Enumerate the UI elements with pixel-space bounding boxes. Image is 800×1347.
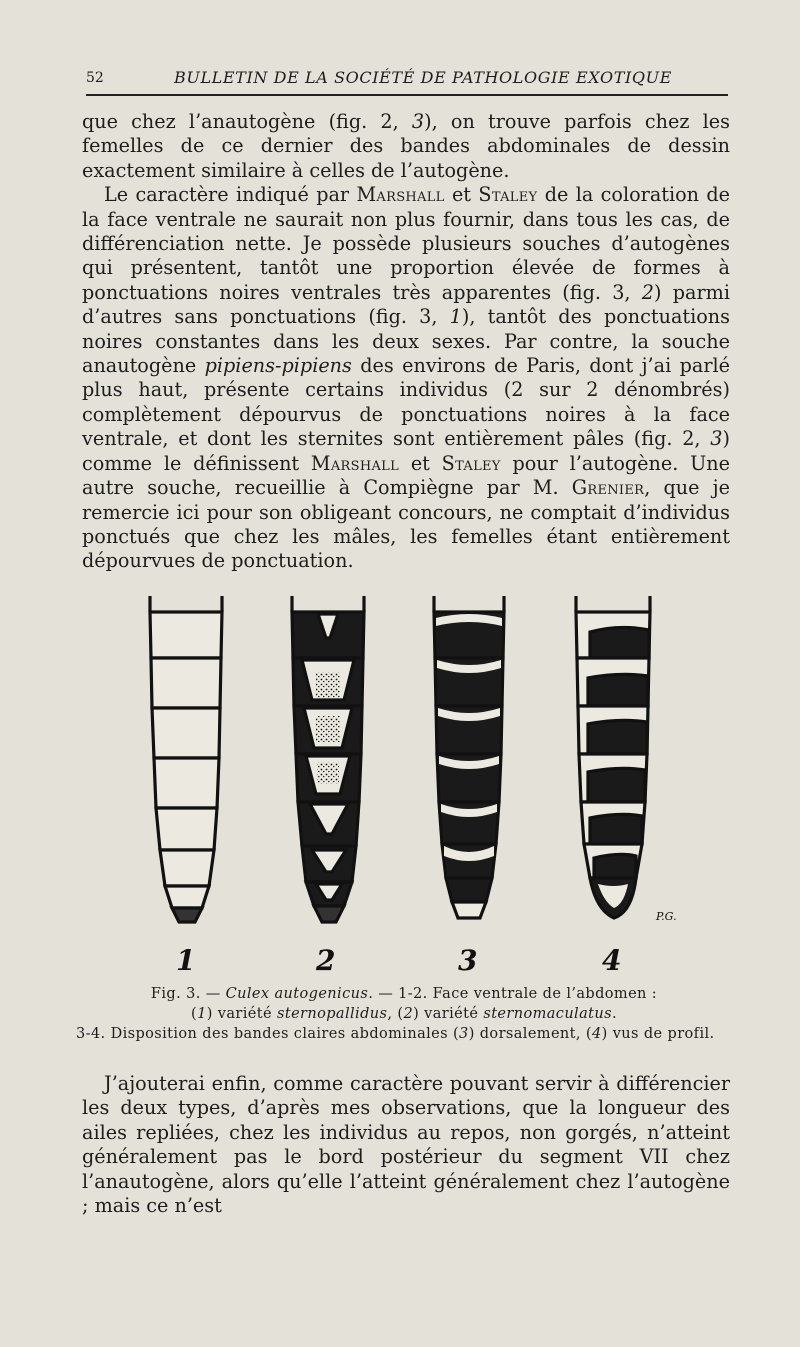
caption-ref: 4: [591, 1026, 602, 1042]
abdomen-3-dorsal: [434, 596, 504, 918]
caption-text: .: [611, 1006, 617, 1022]
abdomen-illustration: [120, 588, 700, 978]
paragraph-1: [82, 110, 730, 183]
caption-variety: sternopallidus: [277, 1006, 388, 1022]
author-name: Staley: [478, 183, 538, 207]
caption-text: ) dorsalement, (: [468, 1026, 592, 1042]
para2-text-1: Le caractère indiqué par: [104, 183, 357, 207]
para1-text-a: que chez l’anautogène (fig. 2,: [82, 110, 412, 133]
caption-fig-number: Fig. 3. —: [150, 986, 226, 1002]
text-block-bottom: [82, 1072, 730, 1218]
author-name: Staley: [441, 451, 501, 475]
para2-text-8: et: [399, 451, 442, 475]
caption-ref: 1: [197, 1006, 207, 1022]
caption-text: ) variété: [206, 1006, 277, 1022]
para2-ref-2: 1: [449, 305, 462, 329]
para2-text-6: des environs de Paris, dont j’ai parlé plus haut, présente certains individus (2 sur 2: [82, 354, 731, 402]
caption-line-3: [76, 1024, 732, 1044]
caption-ref: 3: [459, 1026, 469, 1042]
artist-signature: P.G.: [656, 910, 677, 923]
paragraph-3: J’ajouterai enfin, comme caractère pouvant servir à différencier les deux types, d’après mes observations, que la longueur des ailes repliées, chez les individus au repos, non gorgés, n’atteint généralement pas le bord postérieur du segment VII chez l’anautogène, alors qu’elle l’atteint généralement chez l’autogène ; mais ce n’est: [82, 1072, 730, 1218]
abdomen-4-profile: [576, 596, 650, 918]
text-block-top: [82, 110, 730, 574]
abdomen-1-sternopallidus: [150, 596, 222, 922]
caption-text: ) variété: [413, 1006, 484, 1022]
para2-text-9: pour l’autogène. Une autre souche, recueillie à Compiègne par M.: [82, 451, 730, 500]
caption-line-2: [76, 1004, 732, 1024]
author-name: Marshall: [356, 183, 445, 207]
para2-text-10: , que je remercie ici pour son obligeant concours, ne comptait d’individus ponctués que chez les mâles, les femelles étant entièrement dépourvues de ponctuation.: [82, 476, 730, 573]
caption-text: (: [191, 1006, 198, 1022]
para2-text-5: ), tantôt des ponctuations noires constantes dans les deux sexes. Par contre, la souche anautogène: [82, 305, 730, 378]
caption-line-1: [76, 984, 732, 1004]
para1-fig-ref: 3: [411, 110, 425, 133]
para2-text-6b: dénombrés) complètement dépourvus de ponctuations noires à la face ventrale, et dont les sternites sont entièrement pâles (fig. 2,: [82, 378, 730, 451]
figure-label-2: 2: [316, 944, 336, 977]
caption-species: Culex autogenicus: [225, 986, 369, 1002]
caption-text: . — 1-2. Face ventrale de l’abdomen :: [368, 986, 658, 1002]
para2-text-2: et: [444, 183, 479, 207]
species-name: pipiens-pipiens: [204, 354, 352, 378]
figure-label-1: 1: [176, 944, 196, 977]
running-header: [86, 66, 728, 96]
caption-ref: 2: [403, 1006, 414, 1022]
caption-text: 3-4. Disposition des bandes claires abdominales (: [76, 1026, 460, 1042]
para2-ref-1: 2: [641, 280, 655, 304]
caption-text: , (: [387, 1006, 404, 1022]
caption-text: ) vus de profil.: [601, 1026, 715, 1042]
running-title: BULLETIN DE LA SOCIÉTÉ DE PATHOLOGIE EXOTIQUE: [174, 68, 672, 87]
figure-caption: [76, 984, 732, 1044]
author-name: Marshall: [310, 451, 400, 475]
para2-text-3: de la coloration de la face ventrale ne saurait non plus fournir, dans tous les cas, de différenciation nette. Je possède plusieurs souches d’autogènes qui présentent, tantôt une proportion élevée de formes à ponctuations noires ventrales très apparentes (fig. 3,: [82, 183, 731, 304]
para2-text-7: ) comme le définissent: [82, 427, 730, 475]
figure-abdomens: [120, 588, 700, 978]
para2-text-4: ) parmi d’autres sans ponctuations (fig. 3,: [82, 280, 730, 329]
paragraph-2: [82, 183, 730, 574]
para2-ref-3: 3: [710, 427, 723, 451]
figure-label-3: 3: [458, 944, 478, 977]
para1-text-b: ), on trouve parfois chez les femelles de ce dernier des bandes abdominales de dessin exactement similaire à celles de l’autogène.: [82, 110, 730, 182]
author-name: Grenier: [571, 476, 645, 500]
abdomen-2-sternomaculatus: [292, 596, 364, 922]
figure-label-4: 4: [602, 944, 622, 977]
caption-variety: sternomaculatus: [483, 1006, 612, 1022]
page-number: 52: [86, 70, 104, 86]
